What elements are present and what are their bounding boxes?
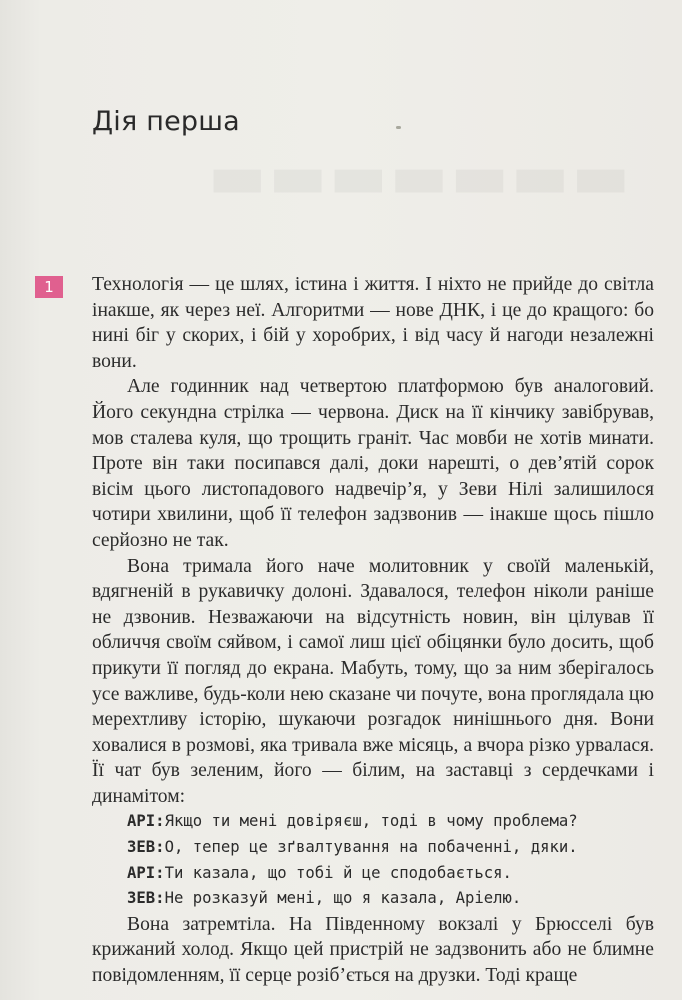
- chat-speaker: ЗЕВ:: [127, 889, 165, 908]
- paragraph-4: Вона затремтіла. На Південному вокзалі у Брюсселі був крижаний холод. Якщо цей пристрій не задзвонить або не блимне повідомленням, її серце розіб’ється на друзки. Тоді краще: [92, 913, 654, 987]
- chat-line: [92, 835, 654, 861]
- chat-transcript: [92, 809, 654, 911]
- chat-message: Не розказуй мені, що я казала, Аріелю.: [164, 889, 522, 908]
- paper-speck: [396, 126, 401, 129]
- paragraph-3: Вона тримала його наче молитовник у своїй маленькій, вдягненій в рукавичку долоні. Здавалося, телефон ніколи раніше не дзвонив. Незважаючи на відсутність новин, він цілував її обличчя своїм сяйвом, і самої лиш цієї обіцянки було досить, щоб прикути її погляд до екрана. Мабуть, тому, що за ним зберігалось усе важливе, будь-коли нею сказане чи почуте, вона проглядала цю мерехтливу історію, шукаючи розгадок нинішнього дня. Вони ховалися в розмові, яка тривала вже місяць, а вчора різко урвалася. Її чат був зеленим, його — білим, на заставці з сердечками і динамітом:: [92, 555, 654, 807]
- chat-line: [92, 809, 654, 835]
- bleed-through-shadow: ▬▬▬▬▬▬▬: [205, 150, 630, 223]
- paragraph-2: Але годинник над четвертою платформою був аналоговий. Його секундна стрілка — червона. Диск на її кінчику завібрував, мов сталева куля, що трощить граніт. Час мовби не хотів минати. Проте він таки посипався далі, доки нарешті, о дев’ятій сорок вісім цього листопадового надвечір’я, у Зеви Нілі залишилося чотири хвилини, щоб її телефон задзвонив — інакше щось пішло серйозно не так.: [92, 376, 654, 551]
- paragraph-1: Технологія — це шлях, істина і життя. І ніхто не прийде до світла інакше, як через неї. Алгоритми — нове ДНК, і це до кращого: бо нині біг у скорих, і бій у хоробрих, і від часу й нагоди незалежні вони.: [92, 274, 654, 372]
- chat-message: Якщо ти мені довіряєш, тоді в чому проблема?: [164, 812, 578, 831]
- section-number-badge: 1: [35, 276, 63, 298]
- chat-line: [92, 886, 654, 912]
- chat-message: О, тепер це зґвалтування на побаченні, дяки.: [164, 838, 578, 857]
- chat-speaker: АРІ:: [127, 812, 165, 831]
- chapter-title: Дія перша: [92, 106, 240, 137]
- chat-message: Ти казала, що тобі й це сподобається.: [164, 863, 512, 882]
- chat-speaker: АРІ:: [127, 863, 165, 882]
- chat-line: [92, 861, 654, 887]
- chat-speaker: ЗЕВ:: [127, 838, 165, 857]
- body-text: [92, 272, 654, 989]
